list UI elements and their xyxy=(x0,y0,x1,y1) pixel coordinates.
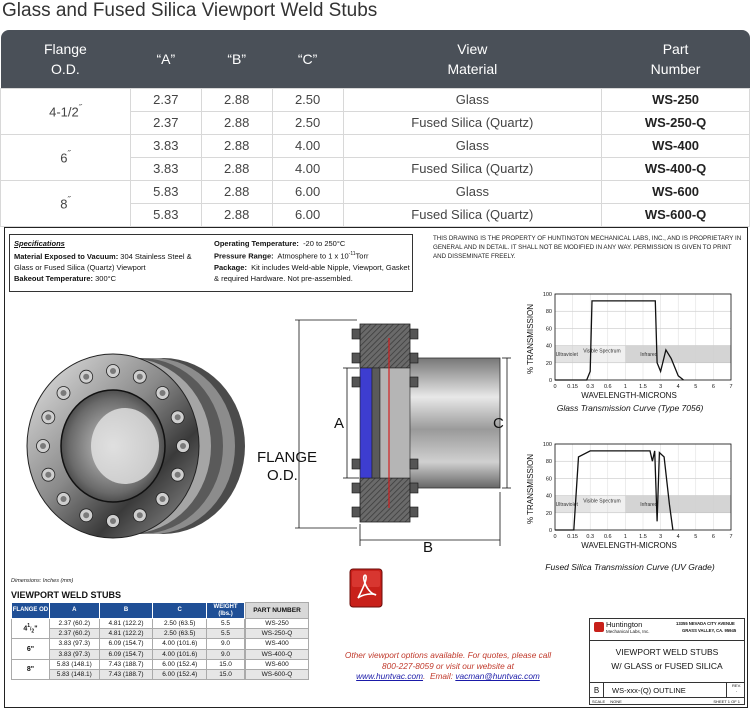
bolt-head-right xyxy=(410,377,418,387)
bolt-center xyxy=(175,414,181,420)
mini-header-part: PART NUMBER xyxy=(246,603,309,619)
cell-a: 2.37 xyxy=(130,111,201,134)
y-tick-label: 0 xyxy=(548,528,552,534)
cell-part-number: WS-600 xyxy=(602,180,750,203)
mini-part-row xyxy=(246,669,309,679)
x-tick-label: 3 xyxy=(659,534,663,540)
mini-od-value: 8" xyxy=(26,665,35,673)
flange-top xyxy=(360,324,410,368)
drawing-size: B xyxy=(590,683,604,698)
y-tick-label: 0 xyxy=(548,378,552,384)
mini-part-row xyxy=(246,639,309,649)
transmission-line xyxy=(555,301,684,380)
spec-label: Pressure Range: xyxy=(214,251,274,261)
cell-b: 2.88 xyxy=(201,157,272,180)
spec-label: Package: xyxy=(214,262,247,272)
cell-material: Glass xyxy=(343,134,602,157)
y-tick-label: 40 xyxy=(545,493,552,500)
spec-pressure xyxy=(214,249,414,262)
viewport-glass xyxy=(360,368,372,478)
mini-cell-c: 4.00 (101.6) xyxy=(153,639,207,649)
cell-c: 4.00 xyxy=(272,134,343,157)
mini-cell-part: WS-600 xyxy=(246,659,309,669)
cell-a: 3.83 xyxy=(130,157,201,180)
mini-cell-weight: 9.0 xyxy=(207,639,245,649)
mini-cell-c: 2.50 (63.5) xyxy=(153,619,207,629)
x-tick-label: 1 xyxy=(623,534,627,540)
mini-part-row xyxy=(246,619,309,629)
table-row xyxy=(1,88,750,111)
mini-cell-b: 6.09 (154.7) xyxy=(99,649,153,659)
mini-part-header-row xyxy=(246,603,309,619)
x-tick-label: 1 xyxy=(623,384,627,390)
x-tick-label: 4 xyxy=(676,534,680,540)
mini-table-row xyxy=(12,659,245,669)
mini-cell-c: 6.00 (152.4) xyxy=(153,659,207,669)
revision xyxy=(726,683,746,698)
mini-part-row xyxy=(246,659,309,669)
y-tick-label: 80 xyxy=(545,459,552,466)
mini-od-numerator: 1 xyxy=(27,622,31,629)
spec-value: Kit includes Weld-able Nipple, Viewport, Gasket xyxy=(251,262,410,272)
bolt-center xyxy=(40,443,46,449)
mini-cell-a: 3.83 (97.3) xyxy=(49,639,99,649)
mini-cell-weight: 5.5 xyxy=(207,629,245,639)
region-label: Visible Spectrum xyxy=(583,498,621,505)
cell-part-number: WS-400-Q xyxy=(602,157,750,180)
drawing-title-block xyxy=(589,618,745,705)
header-part-number xyxy=(602,30,750,88)
y-tick-label: 60 xyxy=(545,326,552,333)
cell-part-number: WS-250 xyxy=(602,88,750,111)
bolt-center xyxy=(159,496,165,502)
cell-part-number: WS-250-Q xyxy=(602,111,750,134)
mini-cell-part: WS-600-Q xyxy=(246,669,309,679)
spec-package xyxy=(214,262,414,273)
header-label: Flange xyxy=(44,40,87,57)
mini-header-od: FLANGE OD xyxy=(12,603,50,619)
mini-cell-part: WS-400-Q xyxy=(246,649,309,659)
x-tick-label: 1.5 xyxy=(639,384,647,390)
mini-cell-b: 4.81 (122.2) xyxy=(99,629,153,639)
y-tick-label: 40 xyxy=(545,343,552,350)
mini-od-mark: " xyxy=(34,625,38,633)
x-tick-label: 0.3 xyxy=(586,384,595,390)
fused-silica-transmission-chart xyxy=(519,440,745,568)
dimension-c-label: C xyxy=(493,415,504,432)
cell-flange-od xyxy=(1,134,131,180)
chart-caption: Fused Silica Transmission Curve (UV Grade) xyxy=(545,562,715,572)
title-block-footer xyxy=(590,698,744,705)
cell-a: 2.37 xyxy=(130,88,201,111)
mini-cell-a: 2.37 (60.2) xyxy=(49,619,99,629)
bolt-center xyxy=(45,414,51,420)
proprietary-notice: THIS DRAWING IS THE PROPERTY OF HUNTINGTON MECHANICAL LABS, INC., AND IS PROPRIETARY IN GENERAL AND IN DETAIL. IT SHALL NOT BE MODIFIED IN ANY WAY. PERMISSION IS GIVEN TO PRINT AND DISSEMINATE FREELY. xyxy=(433,235,742,260)
mini-header-c: C xyxy=(153,603,207,619)
spec-table xyxy=(0,30,750,227)
x-tick-label: 6 xyxy=(711,384,715,390)
mini-cell-b: 4.81 (122.2) xyxy=(99,619,153,629)
contact-separator: . xyxy=(423,671,430,681)
contact-line: 800-227-8059 or visit our website at xyxy=(382,660,514,671)
specs-left-column xyxy=(14,238,204,284)
pdf-icon[interactable] xyxy=(349,568,383,608)
drawing-subtitle: W/ GLASS or FUSED SILICA xyxy=(611,661,723,671)
cell-c: 2.50 xyxy=(272,88,343,111)
y-tick-label: 80 xyxy=(545,309,552,316)
specs-right-column xyxy=(214,238,414,284)
cell-material: Fused Silica (Quartz) xyxy=(343,111,602,134)
chart-caption: Glass Transmission Curve (Type 7056) xyxy=(556,403,704,413)
header-label: Material xyxy=(447,60,498,77)
company-name: Huntington xyxy=(606,620,643,629)
region-label: Infrared xyxy=(640,501,658,508)
spec-exponent: -11 xyxy=(348,251,356,257)
title-block-dwg xyxy=(590,683,744,698)
region-label: Visible Spectrum xyxy=(583,348,621,355)
cell-b: 2.88 xyxy=(201,88,272,111)
mini-cell-od xyxy=(12,619,50,639)
flange-bottom xyxy=(360,478,410,522)
outline-drawing xyxy=(4,227,748,708)
mini-cell-weight: 5.5 xyxy=(207,619,245,629)
table-row xyxy=(1,134,750,157)
dimensions-note: Dimensions: Inches (mm) xyxy=(11,578,74,584)
bolt-head-left xyxy=(352,459,360,469)
cell-part-number: WS-600-Q xyxy=(602,203,750,226)
bolt-head-left xyxy=(352,377,360,387)
flange-inner xyxy=(380,368,410,478)
spec-vacuum-cont: Glass or Fused Silica (Quartz) Viewport xyxy=(14,263,146,272)
mini-cell-c: 6.00 (152.4) xyxy=(153,669,207,679)
header-view-material xyxy=(343,30,602,88)
x-tick-label: 0 xyxy=(553,534,557,540)
sheet-label: SHEET 1 OF 1 xyxy=(713,699,740,704)
mini-cell-b: 6.09 (154.7) xyxy=(99,639,153,649)
y-tick-label: 60 xyxy=(545,476,552,483)
glass-transmission-chart xyxy=(519,290,745,418)
bolt-center xyxy=(45,472,51,478)
spec-value: 304 Stainless Steel & xyxy=(120,252,192,261)
mini-cell-weight: 15.0 xyxy=(207,669,245,679)
bolt-head-left xyxy=(352,329,360,339)
mini-cell-a: 5.83 (148.1) xyxy=(49,659,99,669)
spec-value: -20 to 250°C xyxy=(303,239,346,248)
bolt-head-right xyxy=(410,329,418,339)
spec-label: Material Exposed to Vacuum: xyxy=(14,252,119,261)
x-tick-label: 0.3 xyxy=(586,534,595,540)
mini-cell-a: 3.83 (97.3) xyxy=(49,649,99,659)
bolt-center xyxy=(137,374,143,380)
rev-value: - xyxy=(735,688,738,693)
y-tick-label: 20 xyxy=(545,360,552,367)
mini-od-value: 6" xyxy=(26,645,35,653)
table-header-row xyxy=(1,30,750,88)
region-label: Ultraviolet xyxy=(555,501,578,508)
bolt-head-right xyxy=(410,353,418,363)
company-address: GRASS VALLEY, CA. 95945 xyxy=(682,628,737,633)
x-tick-label: 7 xyxy=(729,384,733,390)
x-tick-label: 3 xyxy=(659,384,663,390)
y-axis-label: % TRANSMISSION xyxy=(526,453,535,525)
bolt-center xyxy=(159,390,165,396)
mini-cell-c: 4.00 (101.6) xyxy=(153,649,207,659)
title-block-title xyxy=(590,641,744,683)
mini-od-denominator: 2 xyxy=(31,628,35,635)
flange-od-label: FLANGE xyxy=(257,449,318,466)
x-axis-label: WAVELENGTH-MICRONS xyxy=(581,541,677,550)
spec-operating-temp xyxy=(214,238,414,249)
bolt-center xyxy=(180,443,186,449)
viewport-frame xyxy=(372,368,380,478)
spec-unit: Torr xyxy=(355,251,369,261)
mini-od-slash: / xyxy=(30,626,32,633)
header-c: “C” xyxy=(272,30,343,88)
mini-part-row xyxy=(246,629,309,639)
dimension-a-label: A xyxy=(334,415,345,432)
cell-material: Glass xyxy=(343,88,602,111)
bolt-head-right xyxy=(410,483,418,493)
bolt-head-left xyxy=(352,353,360,363)
cell-c: 6.00 xyxy=(272,203,343,226)
region-label: Ultraviolet xyxy=(555,351,578,358)
title-block-header xyxy=(590,619,744,641)
contact-info xyxy=(341,650,555,682)
spec-label: Bakeout Temperature: xyxy=(14,274,94,283)
cell-flange-od xyxy=(1,88,131,134)
flange-od-value: 6 xyxy=(60,150,68,166)
x-tick-label: 5 xyxy=(694,384,698,390)
y-tick-label: 100 xyxy=(542,442,552,448)
mini-part-row xyxy=(246,649,309,659)
mini-dimension-table xyxy=(11,602,245,680)
flange-od-value: 4-1/2 xyxy=(49,104,79,120)
mini-cell-b: 7.43 (188.7) xyxy=(99,669,153,679)
mini-cell-a: 5.83 (148.1) xyxy=(49,669,99,679)
flange-od-label: O.D. xyxy=(267,467,298,484)
bolt-center xyxy=(110,368,116,374)
mini-table-title: VIEWPORT WELD STUBS xyxy=(11,590,121,600)
bolt-center xyxy=(110,518,116,524)
x-tick-label: 4 xyxy=(676,384,680,390)
header-a: “A” xyxy=(130,30,201,88)
cell-material: Fused Silica (Quartz) xyxy=(343,203,602,226)
dimension-b-label: B xyxy=(423,539,434,556)
x-axis-label: WAVELENGTH-MICRONS xyxy=(581,391,677,400)
weld-tube xyxy=(405,358,500,488)
x-tick-label: 5 xyxy=(694,534,698,540)
mini-table-row xyxy=(12,639,245,649)
mini-cell-part: WS-250 xyxy=(246,619,309,629)
mini-part-table xyxy=(245,602,309,680)
header-b: “B” xyxy=(201,30,272,88)
x-tick-label: 0.15 xyxy=(567,534,578,540)
mini-cell-weight: 9.0 xyxy=(207,649,245,659)
header-label: View xyxy=(457,40,488,57)
mini-cell-a: 2.37 (60.2) xyxy=(49,629,99,639)
spec-value: Atmosphere to 1 x 10 xyxy=(277,251,349,261)
header-label: Part xyxy=(662,40,689,57)
bolt-center xyxy=(137,512,143,518)
scale-label: SCALE xyxy=(592,699,606,704)
rev-label: REV. xyxy=(732,683,741,688)
header-flange-od xyxy=(1,30,131,88)
cross-section-drawing xyxy=(245,308,515,558)
mini-table-row xyxy=(12,619,245,629)
email-link[interactable]: vacman@huntvac.com xyxy=(455,671,540,681)
mini-header-b: B xyxy=(99,603,153,619)
mini-cell-b: 7.43 (188.7) xyxy=(99,659,153,669)
inch-mark: ˝ xyxy=(67,194,71,205)
company-sub: Mechanical Labs, Inc. xyxy=(606,629,650,634)
header-label: O.D. xyxy=(51,60,80,77)
table-row xyxy=(1,180,750,203)
cell-material: Glass xyxy=(343,180,602,203)
x-tick-label: 0 xyxy=(553,384,557,390)
cell-c: 2.50 xyxy=(272,111,343,134)
bolt-head-left xyxy=(352,507,360,517)
product-render xyxy=(13,328,253,548)
cell-a: 5.83 xyxy=(130,180,201,203)
bolt-head-right xyxy=(410,459,418,469)
page-title: Glass and Fused Silica Viewport Weld Stubs xyxy=(2,0,378,21)
x-tick-label: 0.6 xyxy=(603,384,612,390)
mini-cell-c: 2.50 (63.5) xyxy=(153,629,207,639)
mini-cell-od xyxy=(12,639,50,659)
scale-value: NONE xyxy=(610,699,622,704)
bolt-center xyxy=(61,390,67,396)
mini-cell-weight: 15.0 xyxy=(207,659,245,669)
x-tick-label: 6 xyxy=(711,534,715,540)
spec-vacuum xyxy=(14,251,204,262)
cell-b: 2.88 xyxy=(201,111,272,134)
specifications-box xyxy=(9,234,413,292)
spec-label: Operating Temperature: xyxy=(214,239,299,248)
cell-part-number: WS-400 xyxy=(602,134,750,157)
mini-header-weight: WEIGHT (lbs.) xyxy=(207,603,245,619)
contact-links xyxy=(341,671,555,682)
inch-mark: ˝ xyxy=(78,102,82,113)
flange-od-value: 8 xyxy=(60,196,68,212)
company-logo-icon xyxy=(594,622,604,632)
website-link[interactable]: www.huntvac.com xyxy=(356,671,424,681)
bolt-center xyxy=(83,374,89,380)
specs-heading: Specifications xyxy=(14,239,65,248)
cell-b: 2.88 xyxy=(201,134,272,157)
x-tick-label: 7 xyxy=(729,534,733,540)
y-tick-label: 20 xyxy=(545,510,552,517)
x-tick-label: 0.15 xyxy=(567,384,578,390)
region-label: Infrared xyxy=(640,351,658,358)
inch-mark: ˝ xyxy=(67,148,71,159)
x-tick-label: 0.6 xyxy=(603,534,612,540)
mini-cell-part: WS-250-Q xyxy=(246,629,309,639)
bolt-head-right xyxy=(410,507,418,517)
y-axis-label: % TRANSMISSION xyxy=(526,303,535,375)
mini-header-row xyxy=(12,603,245,619)
spec-value: 300°C xyxy=(95,274,117,283)
mini-header-a: A xyxy=(49,603,99,619)
drawing-title: VIEWPORT WELD STUBS xyxy=(615,647,719,657)
bolt-center xyxy=(175,472,181,478)
mini-od-whole: 4 xyxy=(23,625,28,633)
cell-b: 2.88 xyxy=(201,203,272,226)
y-tick-label: 100 xyxy=(542,292,552,298)
cell-flange-od xyxy=(1,180,131,226)
email-label: Email: xyxy=(429,671,454,681)
mini-cell-od xyxy=(12,659,50,679)
mini-cell-part: WS-400 xyxy=(246,639,309,649)
spec-bakeout xyxy=(14,273,204,284)
viewport-window xyxy=(91,408,159,484)
cell-a: 3.83 xyxy=(130,134,201,157)
cell-b: 2.88 xyxy=(201,180,272,203)
drawing-number: WS-xxx-(Q) OUTLINE xyxy=(612,686,686,695)
contact-line: Other viewport options available. For quotes, please call xyxy=(344,650,552,660)
header-label: Number xyxy=(650,60,701,77)
cell-c: 4.00 xyxy=(272,157,343,180)
bolt-head-left xyxy=(352,483,360,493)
bolt-center xyxy=(83,512,89,518)
spec-package-cont: & required Hardware. Not pre-assembled. xyxy=(214,273,353,283)
company-address: 13355 NEVADA CITY AVENUE xyxy=(676,621,735,626)
x-tick-label: 1.5 xyxy=(639,534,647,540)
cell-c: 6.00 xyxy=(272,180,343,203)
cell-a: 5.83 xyxy=(130,203,201,226)
cell-material: Fused Silica (Quartz) xyxy=(343,157,602,180)
bolt-center xyxy=(61,496,67,502)
